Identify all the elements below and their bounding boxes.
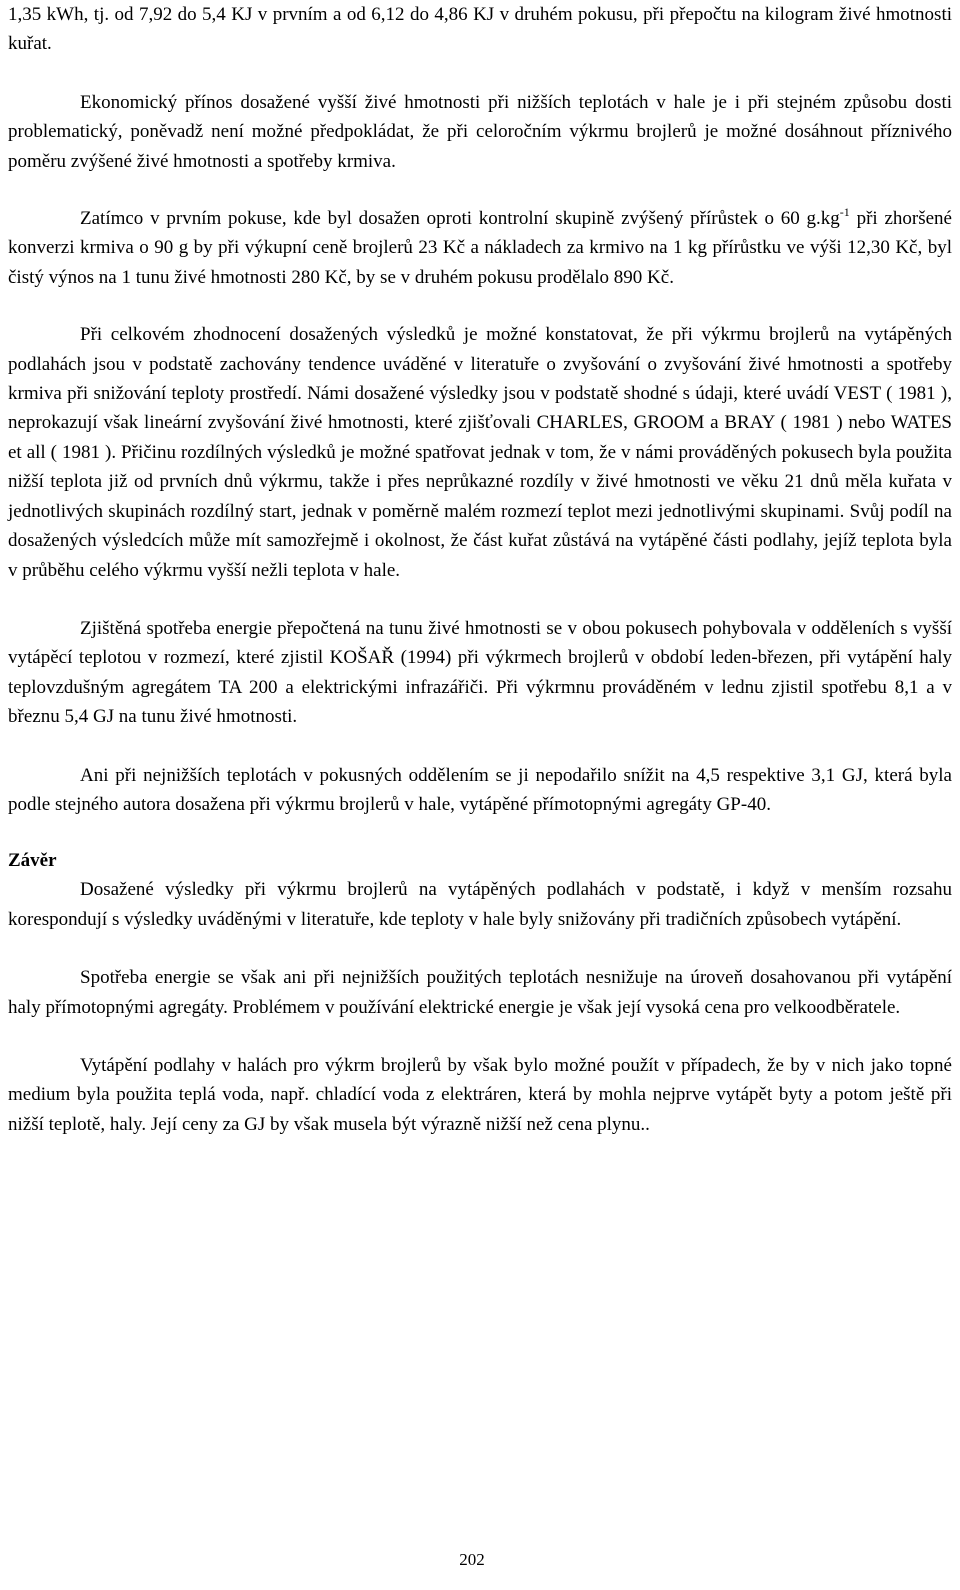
paragraph-first-trial-text-b: při zhoršené konverzi krmiva o 90 g by při výkupní ceně brojlerů 23 Kč a nákladech za krmivo na 1 kg přírůstku ve výši 12,30 Kč, byl čistý výnos na 1 tunu živé hmotnosti 280 Kč, by se v druhém pokusu prodělalo 890 Kč. (8, 208, 952, 288)
superscript-exponent: -1 (839, 205, 850, 220)
conclusion-paragraph-energy: Spotřeba energie se však ani při nejnižších použitých teplotách nesnižuje na úroveň dosahovanou při vytápění haly přímotopnými agregáty. Problémem v používání elektrické energie je však její vysoká cena pro velkoodběratele. (8, 967, 952, 1018)
paragraph-first-trial (8, 204, 952, 292)
paragraph-overall-evaluation: Při celkovém zhodnocení dosažených výsledků je možné konstatovat, že při výkrmu brojlerů na vytápěných podlahách jsou v podstatě zachovány tendence uváděné v literatuře o zvyšování o zvyšování živé hmotnosti a spotřeby krmiva při snižování teploty prostředí. Námi dosažené výsledky jsou v podstatě shodné s údaji, které uvádí VEST ( 1981 ), neprokazují však lineární zvyšování živé hmotnosti, které zjišťovali CHARLES, GROOM a BRAY ( 1981 ) nebo WATES et all ( 1981 ). Přičinu rozdílných výsledků je možné spatřovat jednak v tom, že v námi prováděných pokusech byla použita nižší teplota již od prvních dnů výkrmu, takže i přes neprůkazné rozdíly v živé hmotnosti ve věku 21 dnů měla kuřata v jednotlivých skupinách rozdílný start, jednak v poměrně malém rozmezí teplot mezi jednotlivými skupinami. Svůj podíl na dosažených výsledcích může mít samozřejmě i okolnost, že část kuřat zůstává na vytápěné části podlahy, jejíž teplota byla v průběhu celého výkrmu vyšší nežli teplota v hale. (8, 324, 952, 581)
paragraph-first-trial-text-a: Zatímco v prvním pokuse, kde byl dosažen oproti kontrolní skupině zvýšený přírůstek o 60 g.kg (80, 208, 840, 230)
conclusion-paragraph-floor-heating: Vytápění podlahy v halách pro výkrm brojlerů by však bylo možné použít v případech, že by v nich jako topné medium byla použita teplá voda, např. chladící voda z elektráren, která by mohla nejprve vytápět byty a potom ještě při nižší teplotě, haly. Její ceny za GJ by však musela být výrazně nižší než cena plynu.. (8, 1054, 952, 1135)
conclusion-heading: Závěr (8, 850, 57, 872)
conclusion-paragraph-results: Dosažené výsledky při výkrmu brojlerů na vytápěných podlahách v podstatě, i když v menším rozsahu korespondují s výsledky uváděnými v literatuře, kde teploty v hale byly snižovány při tradičních způsobech vytápění. (8, 879, 952, 930)
paragraph-lowest-temperatures: Ani při nejnižších teplotách v pokusných oddělením se ji nepodařilo snížit na 4,5 respektive 3,1 GJ, která byla podle stejného autora dosažena při výkrmu brojlerů v hale, vytápěné přímotopnými agregáty GP-40. (8, 764, 952, 815)
paragraph-energy-consumption: Zjištěná spotřeba energie přepočtená na tunu živé hmotnosti se v obou pokusech pohybovala v odděleních s vyšší vytápěcí teplotou v rozmezí, které zjistil KOŠAŘ (1994) při výkrmech brojlerů v období leden-březen, při vytápění haly teplovzdušným agregátem TA 200 a elektrickými infrazářiči. Při výkrmnu prováděném v lednu zjistil spotřebu 8,1 a v březnu 5,4 GJ na tunu živé hmotnosti. (8, 617, 952, 728)
paragraph-economic-benefit: Ekonomický přínos dosažené vyšší živé hmotnosti při nižších teplotách v hale je i při stejném způsobu dosti problematický, poněvadž není možné předpokládat, že při celoročním výkrmu brojlerů je možné dosáhnout příznivého poměru zvýšené živé hmotnosti a spotřeby krmiva. (8, 91, 952, 172)
page-number: 202 (459, 1550, 485, 1569)
document-page (8, 0, 952, 1139)
paragraph-continued: 1,35 kWh, tj. od 7,92 do 5,4 KJ v prvním a od 6,12 do 4,86 KJ v druhém pokusu, při přepočtu na kilogram živé hmotnosti kuřat. (8, 4, 952, 55)
